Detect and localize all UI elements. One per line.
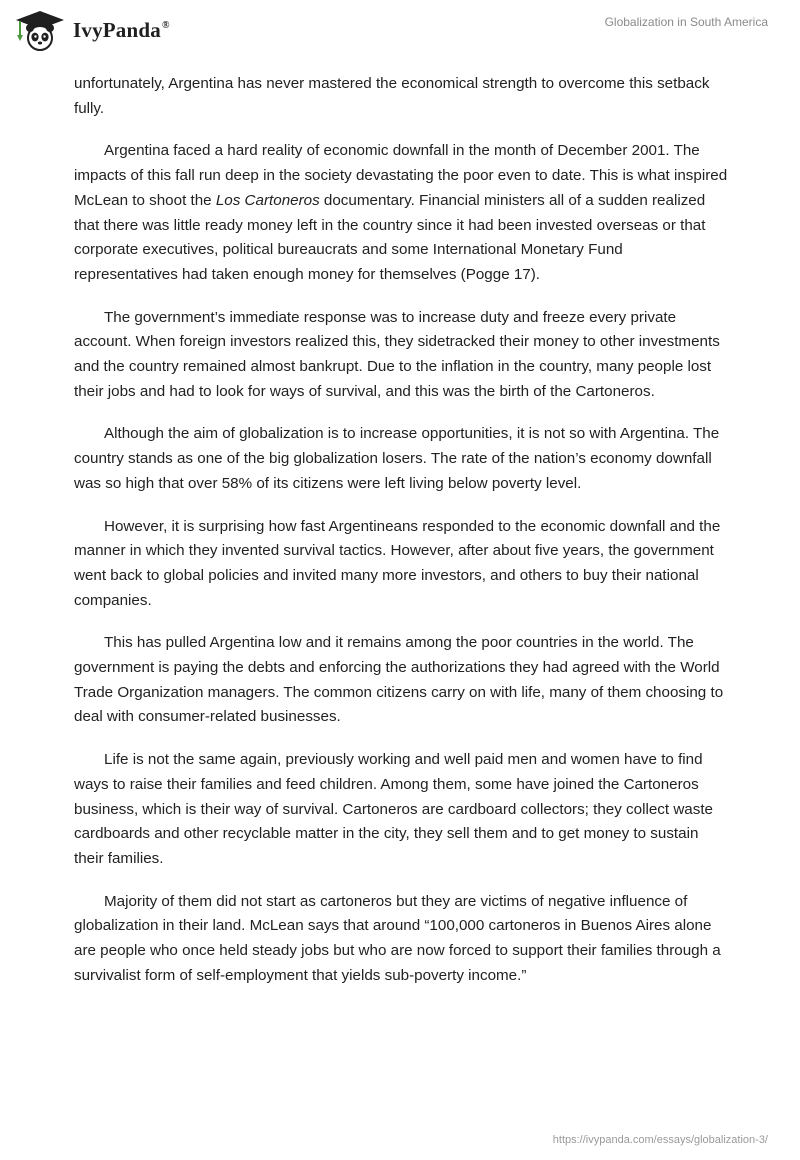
registered-mark: ® (161, 19, 170, 31)
film-title: Los Cartoneros (215, 191, 320, 209)
paragraph-2-text-end: documentary. Financial ministers all of a sudden realized that there was little ready money left in the country since it had been invested overseas or that corporate executives, political bureaucrats and some International Monetary Fund representatives had taken enough money for themselves (Pogge 17). (74, 191, 706, 283)
brand-name-text: IvyPanda (73, 17, 161, 42)
panda-logo-icon (14, 9, 66, 51)
paragraph-5: However, it is surprising how fast Argentineans responded to the economic downfall and the manner in which they invented survival tactics. However, after about five years, the government went back to global policies and invited many more investors, and others to buy their national companies. (74, 517, 721, 609)
paragraph-8: Majority of them did not start as cartoneros but they are victims of negative influence of globalization in their land. McLean says that around “100,000 cartoneros in Buenos Aires alone are people who once held steady jobs but who are now forced to support their families through a survivalist form of self-employment that yields sub-poverty income.” (74, 892, 721, 984)
paragraph-7: Life is not the same again, previously working and well paid men and women have to find ways to raise their families and feed children. Among them, some have joined the Cartoneros business, which is their way of survival. Cartoneros are cardboard collectors; they collect waste cardboards and other recyclable matter in the city, they sell them and to get money to sustain their families. (74, 751, 713, 867)
logo[interactable] (14, 9, 170, 51)
paragraph-1: unfortunately, Argentina has never mastered the economical strength to overcome this setback fully. (74, 75, 710, 117)
source-url[interactable]: https://ivypanda.com/essays/globalization-3/ (552, 1134, 768, 1146)
essay-body (74, 72, 728, 1007)
paragraph-2-text-start: Argentina faced a hard reality of economic downfall in the month of December 2001. The impacts of this fall run deep in the society devastating the poor even to date. This is what inspired McLean to shoot the (74, 142, 728, 209)
paragraph-4: Although the aim of globalization is to increase opportunities, it is not so with Argentina. The country stands as one of the big globalization losers. The rate of the nation’s economy downfall was so high that over 58% of its citizens were left living below poverty level. (74, 425, 720, 492)
paragraph-3: The government’s immediate response was to increase duty and freeze every private account. When foreign investors realized this, they sidetracked their money to other investments and the country remained almost bankrupt. Due to the inflation in the country, many people lost their jobs and had to look for ways of survival, and this was the birth of the Cartoneros. (74, 308, 720, 400)
document-title: Globalization in South America (604, 15, 768, 29)
paragraph-6: This has pulled Argentina low and it remains among the poor countries in the world. The government is paying the debts and enforcing the authorizations they had agreed with the World Trade Organization managers. The common citizens carry on with life, many of them choosing to deal with consumer-related businesses. (74, 634, 724, 726)
paragraph-2 (74, 139, 728, 287)
page-header (0, 0, 800, 60)
brand-name (73, 18, 170, 43)
